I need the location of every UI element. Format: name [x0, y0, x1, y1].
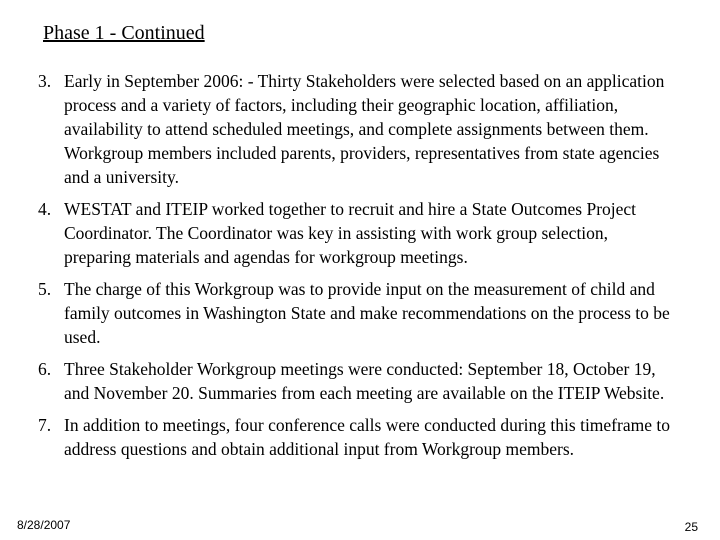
page-number: 25 [684, 520, 698, 534]
item-text: WESTAT and ITEIP worked together to recruit and hire a State Outcomes Project Coordinator. The Coordinator was key in assisting with work group selection, preparing materials and agendas for workgroup meetings. [64, 199, 637, 267]
list-item-3 [38, 69, 678, 189]
item-text: In addition to meetings, four conference calls were conducted during this timeframe to address questions and obtain additional input from Workgroup members. [64, 415, 670, 459]
list-item-5 [38, 277, 678, 349]
footer-date: 8/28/2007 [17, 518, 71, 532]
item-text: Three Stakeholder Workgroup meetings were conducted: September 18, October 19, and November 20. Summaries from each meeting are available on the ITEIP Website. [64, 359, 665, 403]
item-number: 7. [38, 415, 52, 435]
list-item-7 [38, 413, 678, 461]
item-number: 3. [38, 71, 52, 91]
item-text: The charge of this Workgroup was to provide input on the measurement of child and family outcomes in Washington State and make recommendations on the process to be used. [64, 279, 670, 347]
list-item-4 [38, 197, 678, 269]
item-number: 6. [38, 359, 52, 379]
item-number: 5. [38, 279, 52, 299]
numbered-list [38, 69, 678, 469]
list-item-6 [38, 357, 678, 405]
item-text: Early in September 2006: - Thirty Stakeholders were selected based on an application process and a variety of factors, including their geographic location, affiliation, availability to attend scheduled meetings, and complete assignments between them. Workgroup members included parents, providers, representatives from state agencies and a university. [64, 71, 665, 187]
item-number: 4. [38, 199, 52, 219]
slide-title: Phase 1 - Continued [43, 22, 205, 44]
